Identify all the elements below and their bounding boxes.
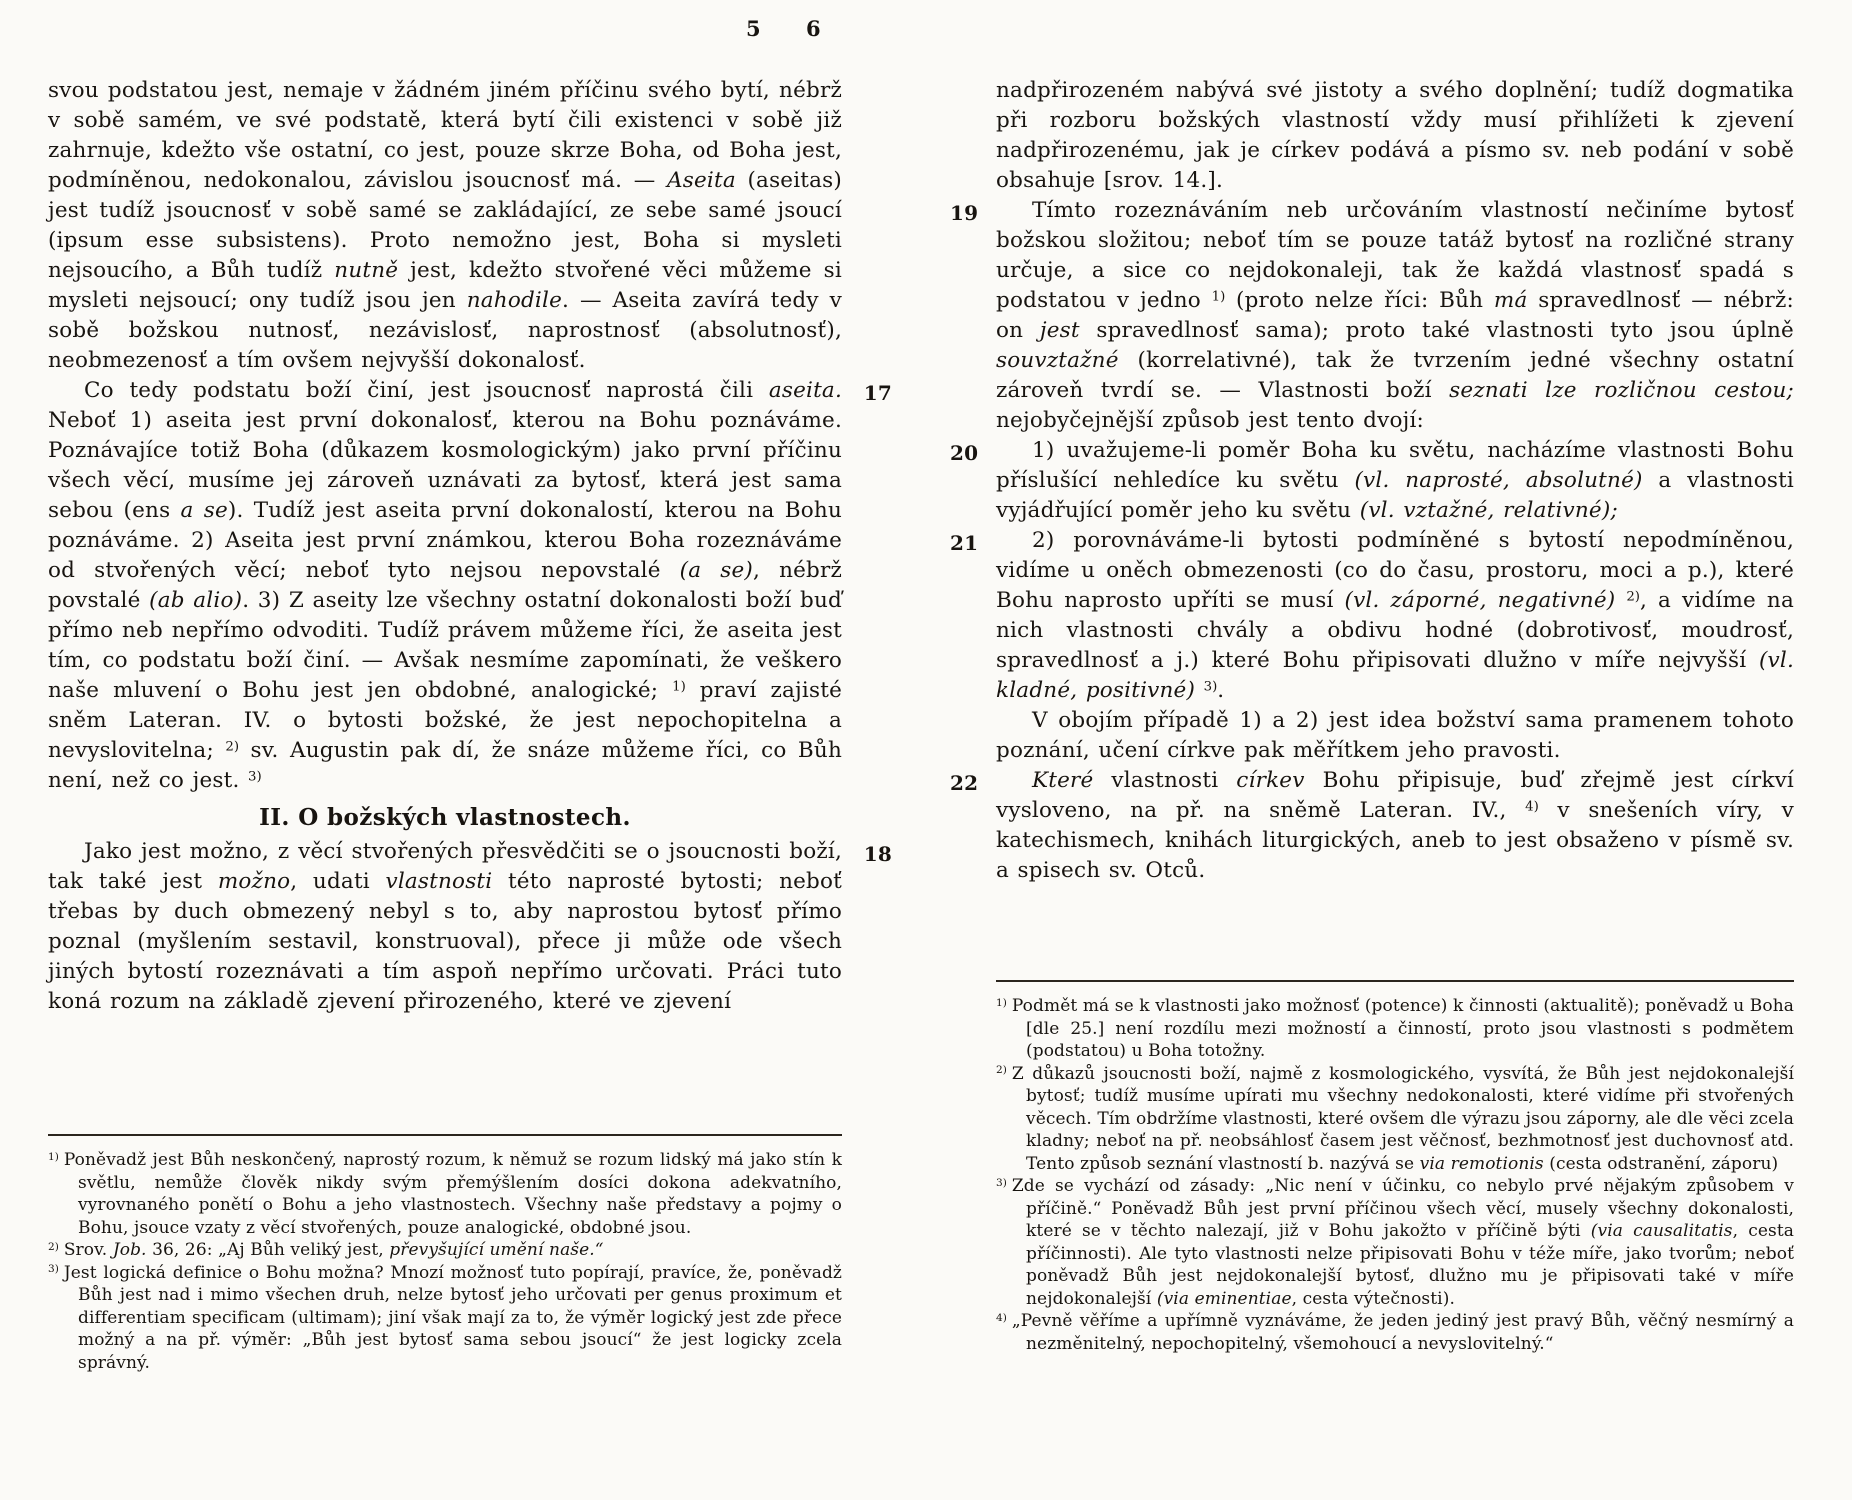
text-segment: , nébrž povstalé xyxy=(48,558,843,613)
italic-text-segment: nutně xyxy=(334,258,399,283)
text-segment: spravedlnosť — nébrž: on xyxy=(996,288,1794,343)
paragraph xyxy=(48,76,842,376)
footnote xyxy=(48,1239,842,1262)
margin-paragraph-number: 19 xyxy=(950,201,979,225)
text-segment: svou podstatou jest, nemaje v žádném jiném příčinu svého bytí, nébrž v sobě samém, ve své podstatě, která bytí čili existenci v sobě již zahrnuje, kdežto vše ostatní, co jest, pouze skrze Boha, od Boha jest, podmíněnou, nedokonalou, závislou jsoucnosť má. — xyxy=(48,78,842,193)
margin-paragraph-number: 17 xyxy=(863,381,892,405)
page-number-left: 5 xyxy=(746,16,762,41)
footnote-marker: 2) xyxy=(225,739,240,755)
text-segment: (aseitas) jest tudíž jsoucnosť v sobě samé se zakládající, ze sebe samé jsoucí (ipsum esse subsistens). Proto nemožno jest, Boha si mysleti nejsoucího, a Bůh tudíž xyxy=(48,168,842,283)
text-segment: Jako jest možno, z věcí stvořených přesvědčiti se o jsoucnosti boží, tak také jest xyxy=(48,839,842,894)
text-segment: Podmět má se k vlastnosti jako možnosť (potence) k činnosti (aktualitě); poněvadž u Boha [dle 25.] není rozdílu mezi možností a činností, proto jsou vlastnosti s podmětem (podstatou) u Boha totožny. xyxy=(1011,996,1794,1061)
footnote-marker: 2) xyxy=(1626,589,1641,605)
italic-text-segment: jest xyxy=(1039,318,1080,343)
text-segment: ). Tudíž jest aseita první dokonalostí, kterou na Bohu poznáváme. 2) Aseita jest první známkou, kterou Boha rozeznáváme od stvořených věcí; neboť tyto nejsou nepovstalé xyxy=(48,498,843,583)
text-segment: , a vidíme na nich vlastnosti chvály a obdivu hodné (dobrotivosť, moudrosť, spravedlnosť a j.) které Bohu připisovati dlužno v míře nejvyšší xyxy=(996,588,1794,673)
text-segment: vlastnosti xyxy=(1093,768,1237,793)
text-segment xyxy=(1195,678,1204,703)
italic-text-segment: a se xyxy=(180,498,228,523)
text-segment: 1) uvažujeme-li poměr Boha ku světu, nacházíme vlastnosti Bohu příslušící nehledíce ku světu xyxy=(996,438,1794,493)
footnote xyxy=(48,1262,842,1375)
footnote-number: 2) xyxy=(48,1240,59,1253)
italic-text-segment: Job. xyxy=(112,1240,147,1260)
margin-paragraph-number: 22 xyxy=(950,771,979,795)
text-segment: v snešeních víry, v katechismech, knihách liturgických, aneb to jest obsaženo v písmě sv. a spisech sv. Otců. xyxy=(996,798,1795,883)
text-segment: , cesta příčinnosti). Ale tyto vlastnosti nelze připisovati Bohu v téže míře, jako tvorům; neboť poněvadž Bůh jest nejdokonalejší bytosť, dlužno mu je připisovati také v míře nejdokonalejší xyxy=(1026,1221,1794,1309)
text-segment: , udati xyxy=(290,869,386,894)
italic-text-segment: (vl. záporné, negativné) xyxy=(1344,588,1616,613)
text-segment: praví zajisté sněm Lateran. IV. o bytosti božské, že jest nepochopitelna a nevyslovitelna; xyxy=(48,678,842,763)
italic-text-segment: nahodile xyxy=(466,288,562,313)
italic-text-segment: (via eminentiae xyxy=(1156,1288,1292,1309)
text-segment: Neboť 1) aseita jest první dokonalosť, kterou na Bohu poznáváme. Poznávajíce totiž Boha (důkazem kosmologickým) jako první příčinu všech věcí, musíme jej zároveň uznávati za bytosť, která jest sama sebou (ens xyxy=(48,408,842,523)
main-text-right xyxy=(950,76,1795,886)
italic-text-segment: aseita. xyxy=(768,378,842,403)
footnote-marker: 3) xyxy=(248,769,262,785)
footnote-number: 1) xyxy=(48,1150,59,1163)
paragraph xyxy=(950,766,1795,886)
text-segment xyxy=(1615,588,1626,613)
paragraph xyxy=(996,76,1794,196)
italic-text-segment: souvztažné xyxy=(996,348,1119,373)
italic-text-segment: (vl. kladné, positivné) xyxy=(996,648,1794,703)
text-segment: Bohu připisuje, buď zřejmě jest církví vysloveno, na př. na sněmě Lateran. IV., xyxy=(996,768,1794,823)
text-segment: 36, 26: „Aj Bůh veliký jest, xyxy=(146,1240,390,1260)
text-segment: Srov. xyxy=(63,1240,113,1260)
paragraph xyxy=(950,196,1794,436)
text-segment: spravedlnosť sama); proto také vlastnosti tyto jsou úplně xyxy=(1079,318,1794,343)
text-segment: a vlastnosti vyjádřující poměr jeho ku světu xyxy=(996,468,1794,523)
margin-paragraph-number: 18 xyxy=(863,842,892,866)
text-segment: (cesta odstranění, záporu) xyxy=(1543,1153,1779,1174)
text-segment: Jest logická definice o Bohu možna? Mnozí možnosť tuto popírají, pravíce, že, poněvadž Bůh jest nad i mimo všechen druh, nelze bytosť jeho určovati per genus proximum et differentiam specificam (ultimam); jiní však mají za to, že výměr logický jest zde přece možný a na př. výměr: „Bůh jest bytosť sama sebou jsoucí“ že jest logicky zcela správný. xyxy=(63,1262,842,1373)
paragraph xyxy=(48,837,892,1017)
paragraph xyxy=(996,706,1794,766)
text-segment: V obojím případě 1) a 2) jest idea božství sama pramenem tohoto poznání, učení církve pak měřítkem jeho pravosti. xyxy=(996,708,1794,763)
italic-text-segment: Aseita xyxy=(667,168,736,193)
text-segment: Poněvadž jest Bůh neskončený, naprostý rozum, k němuž se rozum lidský má jako stín k světlu, nemůže člověk nikdy svým přemýšlením dosíci dokona adekvatního, vyrovnaného ponětí o Bohu a jeho vlastnostech. Všechny naše představy a pojmy o Bohu, jsouce vzaty z věcí stvořených, pouze analogické, obdobné jsou. xyxy=(63,1150,842,1238)
footnote-number: 3) xyxy=(996,1176,1007,1189)
margin-paragraph-number: 20 xyxy=(950,441,979,465)
footnote xyxy=(996,1310,1794,1355)
footnote-marker: 4) xyxy=(1525,799,1539,815)
page-6-text-column xyxy=(950,76,1795,1456)
page-number-right: 6 xyxy=(806,16,822,41)
footnote xyxy=(48,1149,842,1239)
text-segment: této naprosté bytosti; neboť třebas by duch obmezený nebyl s to, aby naprostou bytosť přímo poznal (myšlením sestavil, konstruoval), přece ji může ode všech jiných bytostí rozeznávati a tím aspoň nepřímo určovati. Práci tuto koná rozum na základě zjevení přirozeného, které ve zjevení xyxy=(48,869,843,1014)
footnote xyxy=(996,995,1794,1063)
text-segment: . — Aseita zavírá tedy v sobě božskou nutnosť, nezávislosť, naprostnosť (absolutnosť), neobmezenosť a tím ovšem nejvyšší dokonalosť. xyxy=(48,288,842,373)
italic-text-segment: možno xyxy=(217,869,291,894)
footnote-number: 4) xyxy=(996,1311,1007,1324)
italic-text-segment: (vl. vztažné, relativné); xyxy=(1359,498,1618,523)
text-segment: „Pevně věříme a upřímně vyznáváme, že jeden jediný jest pravý Bůh, věčný nesmírný a nezměnitelný, nepochopitelný, všemohoucí a nevyslovitelný.“ xyxy=(1011,1311,1794,1354)
footnote-marker: 1) xyxy=(1211,289,1226,305)
text-segment: nejobyčejnější způsob jest tento dvojí: xyxy=(996,408,1424,433)
italic-text-segment: Které xyxy=(1032,768,1094,793)
text-segment: (korrelativné), tak že tvrzením jedné všechny ostatní zároveň tvrdí se. — Vlastnosti boží xyxy=(996,348,1794,403)
italic-text-segment: má xyxy=(1493,288,1528,313)
text-segment: jest, kdežto stvořené věci můžeme si mysleti nejsoucí; ony tudíž jsou jen xyxy=(48,258,842,313)
italic-text-segment: (via causalitatis xyxy=(1590,1221,1733,1241)
text-segment: Z důkazů jsoucnosti boží, najmě z kosmologického, vysvítá, že Bůh jest nejdokonalejší bytosť; tudíž musíme upírati mu všechny nedokonalosti, které vidíme při stvořených věcech. Tím obdržíme vlastnosti, které ovšem dle výrazu jsou záporny, ale dle věci zcela kladny; neboť na př. neobsáhlosť časem jest věčnosť, bezhmotnosť jest duchovnosť atd. Tento způsob seznání vlastností b. nazývá se xyxy=(1011,1063,1794,1174)
text-segment: , cesta výtečnosti). xyxy=(1291,1288,1455,1309)
footnote-number: 3) xyxy=(48,1263,59,1276)
footnote-number: 1) xyxy=(996,996,1007,1009)
italic-text-segment: (ab alio) xyxy=(149,588,243,613)
text-segment: (proto nelze říci: Bůh xyxy=(1225,288,1494,313)
footnote-marker: 1) xyxy=(672,679,686,695)
text-segment: 2) porovnáváme-li bytosti podmíněné s bytostí nepodmíněnou, vidíme u oněch obmezenosti (co do času, prostoru, moci a p.), které Bohu naprosto upříti se musí xyxy=(996,528,1794,613)
text-segment: . xyxy=(1217,678,1225,703)
italic-text-segment: převyšující umění naše.“ xyxy=(389,1240,604,1260)
page-5-text-column xyxy=(48,76,892,1456)
footnote xyxy=(996,1063,1794,1176)
main-text-left xyxy=(48,76,892,1017)
italic-text-segment: via remotionis xyxy=(1419,1153,1544,1174)
text-segment: sv. Augustin pak dí, že snáze můžeme říci, co Bůh není, než co jest. xyxy=(48,738,842,793)
footnote-number: 2) xyxy=(996,1064,1007,1077)
footnote-marker: 3) xyxy=(1203,679,1218,695)
footnotes-section-right xyxy=(996,980,1794,1355)
text-segment: nadpřirozeném nabývá své jistoty a svého doplnění; tudíž dogmatika při rozboru božských vlastností vždy musí přihlížeti k zjevení nadpřirozenému, jak je církev podává a písmo sv. neb podání v sobě obsahuje [srov. 14.]. xyxy=(996,78,1794,193)
margin-paragraph-number: 21 xyxy=(950,531,979,555)
italic-text-segment: (a se) xyxy=(679,558,754,583)
paragraph xyxy=(950,526,1794,706)
text-segment: . 3) Z aseity lze všechny ostatní dokonalosti boží buď přímo neb nepřímo odvoditi. Tudíž právem můžeme říci, že aseita jest tím, co podstatu boží činí. — Avšak nesmíme zapomínati, že veškero naše mluvení o Bohu jest jen obdobné, analogické; xyxy=(48,588,842,703)
footnote xyxy=(996,1175,1794,1310)
section-heading: II. O božských vlastnostech. xyxy=(259,804,631,831)
text-segment: Co tedy podstatu boží činí, jest jsoucnosť naprostá čili xyxy=(84,378,769,403)
paragraph xyxy=(950,436,1794,526)
text-segment: Tímto rozeznáváním neb určováním vlastností nečiníme bytosť božskou složitou; neboť tím se pouze tatáž bytosť na rozličné strany určuje, a sice co nejdokonaleji, tak že každá vlastnosť spadá s podstatou v jedno xyxy=(996,198,1794,313)
italic-text-segment: (vl. naprosté, absolutné) xyxy=(1354,468,1643,493)
italic-text-segment: církev xyxy=(1236,768,1305,793)
paragraph xyxy=(48,376,892,796)
italic-text-segment: vlastnosti xyxy=(385,869,493,894)
text-segment: Zde se vychází od zásady: „Nic není v účinku, co nebylo prvé nějakým způsobem v příčině.“ Poněvadž Bůh jest první příčinou všech věcí, musely všechny dokonalosti, které se v těchto nalezají, již v Bohu jakožto v příčině býti xyxy=(1011,1176,1794,1241)
footnotes-section-left xyxy=(48,1134,842,1374)
italic-text-segment: seznati lze rozličnou cestou; xyxy=(1449,378,1794,403)
